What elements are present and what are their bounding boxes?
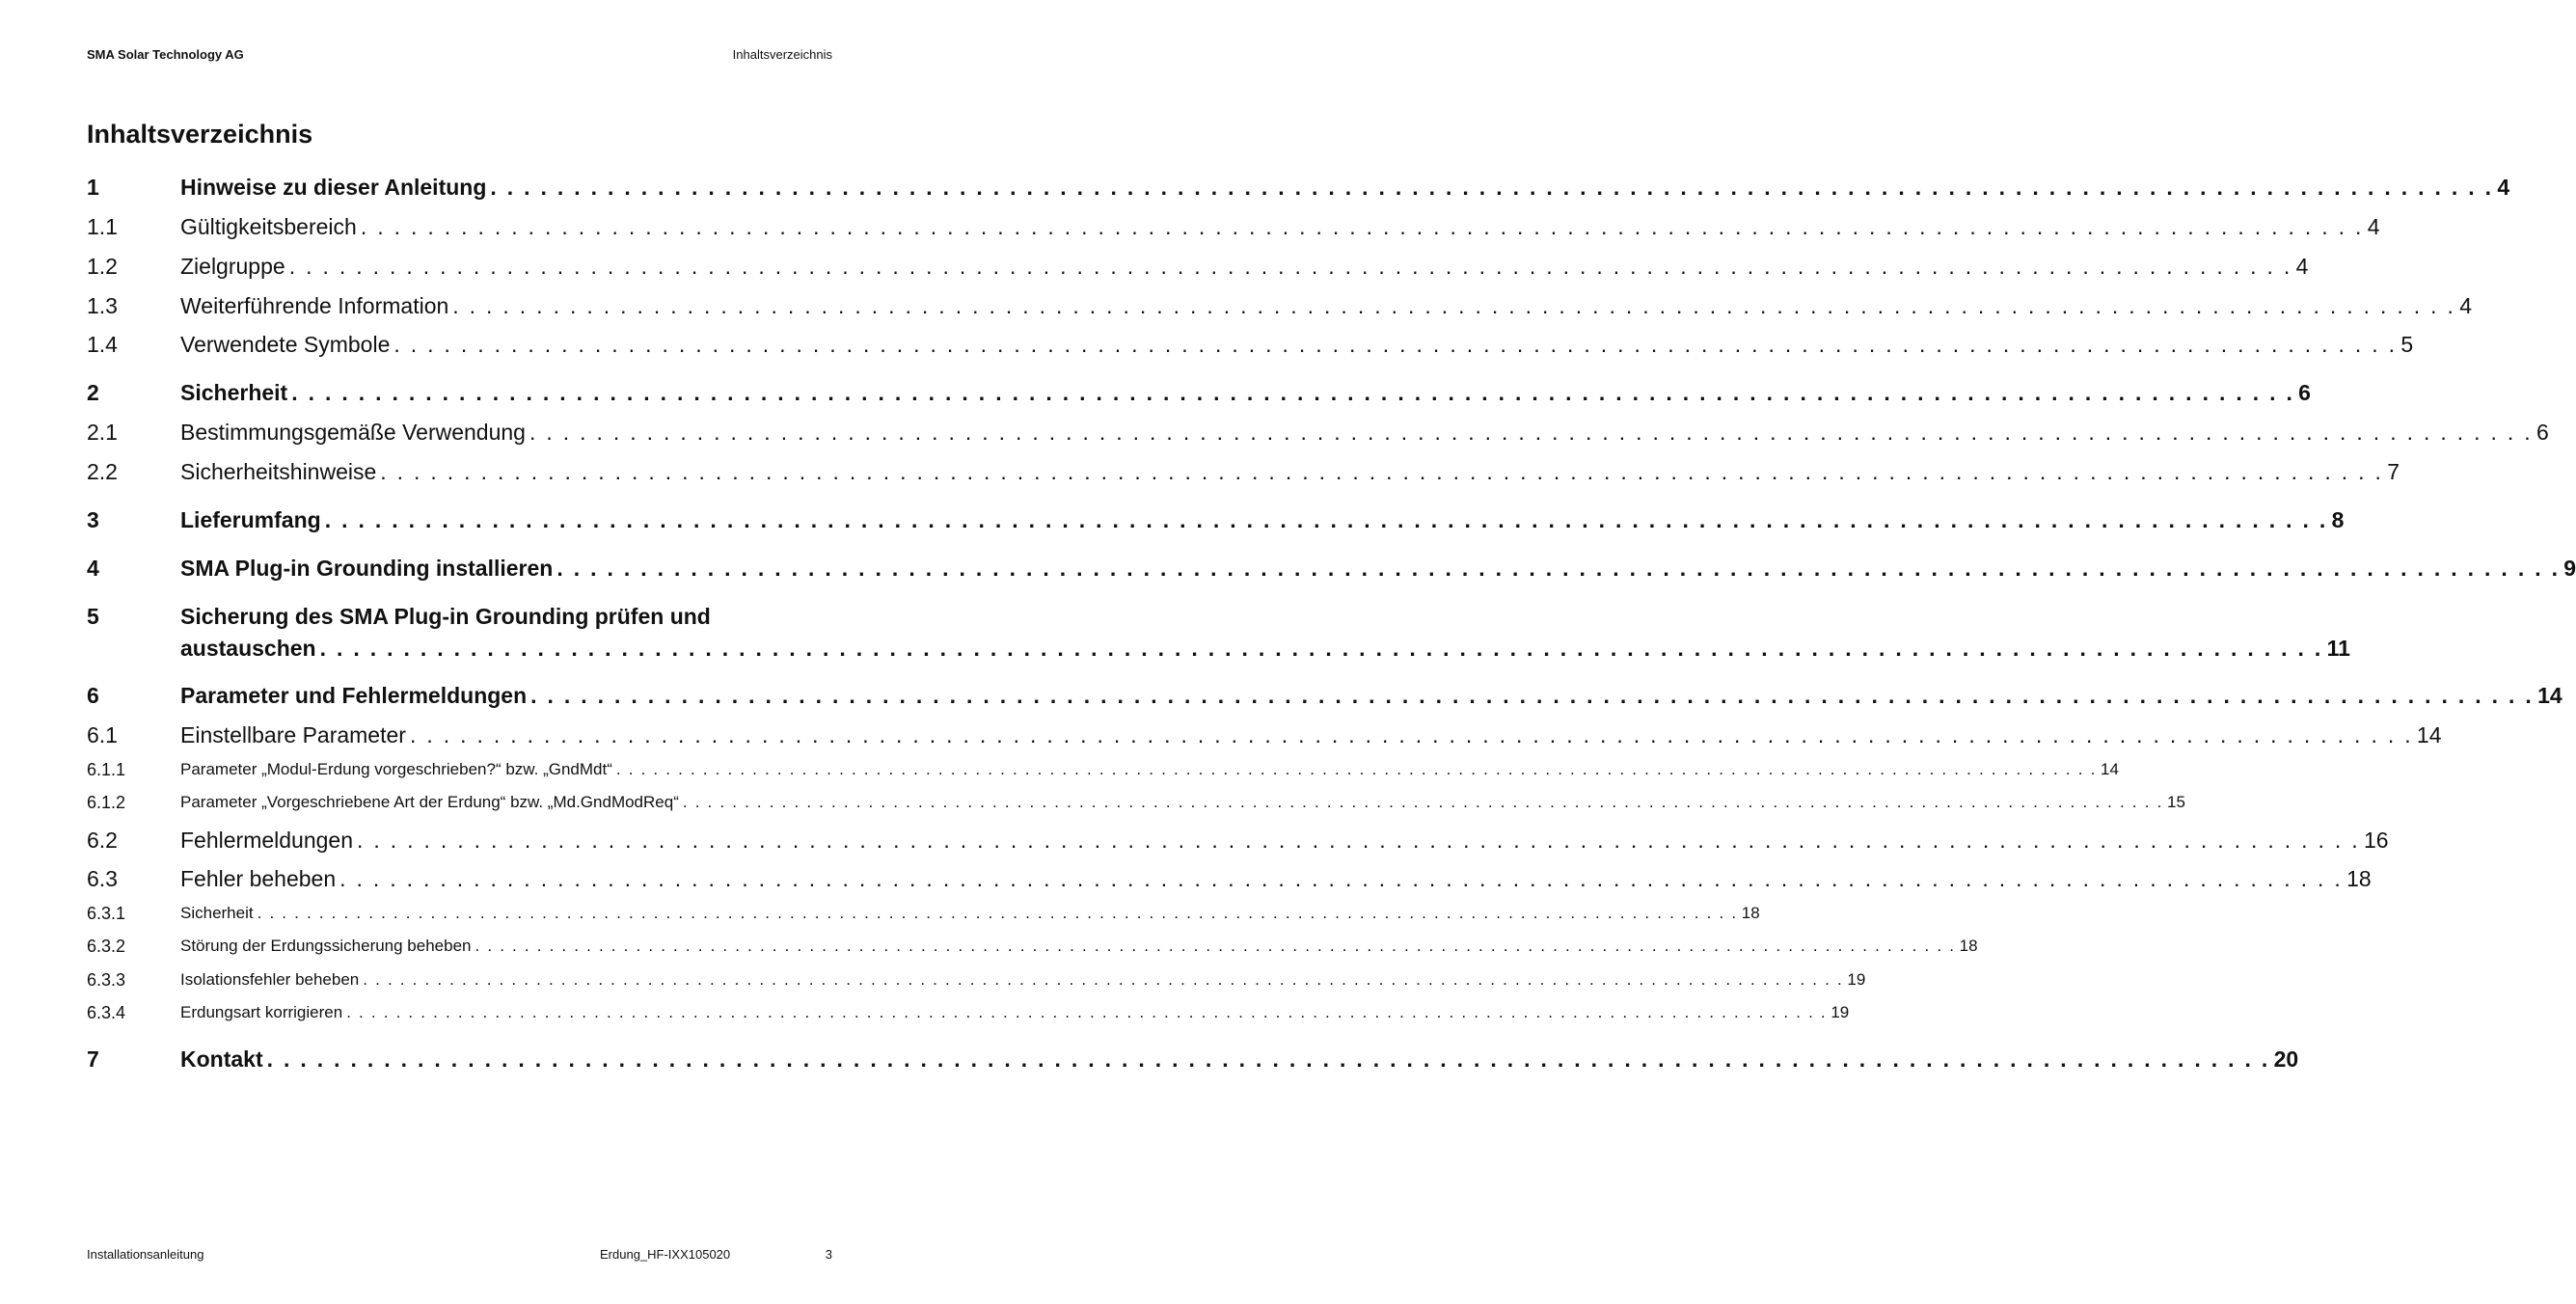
- toc-title: Parameter „Modul-Erdung vorgeschrieben?“ bzw. „GndMdt“: [180, 760, 612, 778]
- toc-title: Verwendete Symbole: [180, 332, 391, 357]
- toc-title: Sicherung des SMA Plug-in Grounding prüfen und: [180, 604, 711, 629]
- toc-title: SMA Plug-in Grounding installieren: [180, 556, 554, 581]
- toc-page-number: 11: [2326, 636, 2350, 661]
- toc-number: 6.1.2: [87, 793, 126, 812]
- toc-number: 3: [87, 507, 99, 532]
- toc-page-number: 18: [2346, 866, 2372, 891]
- toc-page-number: 19: [1847, 970, 1866, 989]
- toc-page-number: 20: [2273, 1046, 2299, 1072]
- toc-leader-dots: . . . . . . . . . . . . . . . . . . . . . . . . . . . . . . . . . . . . . . . . . . . . . . . . . . . . . . . . . . . . . . . . . . . . . . . . . . . . . . . . . . . . . . . . . . . . . . . . . . . . . . . . . . . . . . . . . . . . . . . .: [556, 556, 2561, 581]
- toc-number: 6.3.4: [87, 1003, 126, 1022]
- toc-page-number: 4: [2459, 293, 2473, 318]
- toc-title: Hinweise zu dieser Anleitung: [180, 175, 487, 200]
- toc-title: Lieferumfang: [180, 507, 321, 532]
- toc-leader-dots: . . . . . . . . . . . . . . . . . . . . . . . . . . . . . . . . . . . . . . . . . . . . . . . . . . . . . . . . . . . . . . . . . . . . . . . . . . . . . . . . . . . . . . . . . . . . . . . . . . . . . . . . . . . . . . . . . . . . . . . .: [452, 293, 2456, 318]
- toc-number: 6.3.2: [87, 937, 126, 956]
- toc-page-number: 4: [2497, 175, 2510, 200]
- toc-page-number: 4: [2367, 214, 2380, 239]
- toc-leader-dots: . . . . . . . . . . . . . . . . . . . . . . . . . . . . . . . . . . . . . . . . . . . . . . . . . . . . . . . . . . . . . . . . . . . . . . . . . . . . . . . . . . . . . . . . . . . . . . . . . . . . . . . . . . . . . . . . . . . . . . . .: [360, 214, 2364, 239]
- toc-page-number: 9: [2563, 556, 2576, 581]
- toc-page-number: 16: [2363, 828, 2389, 853]
- toc-page-number: 8: [2331, 507, 2345, 532]
- toc-leader-dots: . . . . . . . . . . . . . . . . . . . . . . . . . . . . . . . . . . . . . . . . . . . . . . . . . . . . . . . . . . . . . . . . . . . . . . . . . . . . . . . . . . . . . . . . . . . . . . . . . . . . . . . . . . . . . . . . . . . . . . . .: [409, 722, 2413, 747]
- toc-leader-dots: . . . . . . . . . . . . . . . . . . . . . . . . . . . . . . . . . . . . . . . . . . . . . . . . . . . . . . . . . . . . . . . . . . . . . . . . . . . . . . . . . . . . . . . . . . . . . . . . . . . . . . . . . . . . . . . . . . . . . . . .: [475, 937, 1956, 955]
- toc-number: 7: [87, 1046, 99, 1072]
- toc-title: Sicherheit: [180, 380, 288, 405]
- footer-page-number: 3: [825, 1247, 832, 1262]
- toc-title: Parameter und Fehlermeldungen: [180, 683, 528, 708]
- toc-number: 1.2: [87, 254, 118, 279]
- header-company: SMA Solar Technology AG: [87, 47, 244, 62]
- toc-number: 1.3: [87, 293, 118, 318]
- toc-leader-dots: . . . . . . . . . . . . . . . . . . . . . . . . . . . . . . . . . . . . . . . . . . . . . . . . . . . . . . . . . . . . . . . . . . . . . . . . . . . . . . . . . . . . . . . . . . . . . . . . . . . . . . . . . . . . . . . . . . . . . . . .: [288, 254, 2292, 279]
- toc-leader-dots: . . . . . . . . . . . . . . . . . . . . . . . . . . . . . . . . . . . . . . . . . . . . . . . . . . . . . . . . . . . . . . . . . . . . . . . . . . . . . . . . . . . . . . . . . . . . . . . . . . . . . . . . . . . . . . . . . . . . . . . .: [266, 1046, 2270, 1072]
- toc-leader-dots: . . . . . . . . . . . . . . . . . . . . . . . . . . . . . . . . . . . . . . . . . . . . . . . . . . . . . . . . . . . . . . . . . . . . . . . . . . . . . . . . . . . . . . . . . . . . . . . . . . . . . . . . . . . . . . . . . . . . . . . .: [324, 507, 2328, 532]
- toc-page-number: 5: [2400, 332, 2414, 357]
- toc-number: 6.1: [87, 722, 118, 747]
- toc-number: 6.3.1: [87, 904, 126, 923]
- toc-page-number: 6: [2298, 380, 2311, 405]
- toc-title: Isolationsfehler beheben: [180, 970, 360, 989]
- toc-title: Kontakt: [180, 1046, 263, 1072]
- toc-leader-dots: . . . . . . . . . . . . . . . . . . . . . . . . . . . . . . . . . . . . . . . . . . . . . . . . . . . . . . . . . . . . . . . . . . . . . . . . . . . . . . . . . . . . . . . . . . . . . . . . . . . . . . . . . . . . . . . . . . . . . . . .: [682, 793, 2163, 811]
- toc-number: 6: [87, 683, 99, 708]
- toc-number: 5: [87, 604, 99, 629]
- toc-leader-dots: . . . . . . . . . . . . . . . . . . . . . . . . . . . . . . . . . . . . . . . . . . . . . . . . . . . . . . . . . . . . . . . . . . . . . . . . . . . . . . . . . . . . . . . . . . . . . . . . . . . . . . . . . . . . . . . . . . . . . . . .: [339, 866, 2344, 891]
- toc-title: Sicherheit: [180, 904, 254, 922]
- toc-page-number: 7: [2387, 459, 2400, 484]
- footer-doc-type: Installationsanleitung: [87, 1247, 204, 1262]
- header-section: Inhaltsverzeichnis: [732, 47, 832, 62]
- toc-leader-dots: . . . . . . . . . . . . . . . . . . . . . . . . . . . . . . . . . . . . . . . . . . . . . . . . . . . . . . . . . . . . . . . . . . . . . . . . . . . . . . . . . . . . . . . . . . . . . . . . . . . . . . . . . . . . . . . . . . . . . . . .: [490, 175, 2494, 200]
- toc-title: Weiterführende Information: [180, 293, 449, 318]
- toc-leader-dots: . . . . . . . . . . . . . . . . . . . . . . . . . . . . . . . . . . . . . . . . . . . . . . . . . . . . . . . . . . . . . . . . . . . . . . . . . . . . . . . . . . . . . . . . . . . . . . . . . . . . . . . . . . . . . . . . . . . . . . . .: [380, 459, 2384, 484]
- toc-page-number: 15: [2167, 793, 2185, 811]
- page-title: Inhaltsverzeichnis: [87, 120, 313, 149]
- toc-leader-dots: . . . . . . . . . . . . . . . . . . . . . . . . . . . . . . . . . . . . . . . . . . . . . . . . . . . . . . . . . . . . . . . . . . . . . . . . . . . . . . . . . . . . . . . . . . . . . . . . . . . . . . . . . . . . . . . . . . . . . . . .: [393, 332, 2398, 357]
- toc-number: 1: [87, 175, 99, 200]
- toc-leader-dots: . . . . . . . . . . . . . . . . . . . . . . . . . . . . . . . . . . . . . . . . . . . . . . . . . . . . . . . . . . . . . . . . . . . . . . . . . . . . . . . . . . . . . . . . . . . . . . . . . . . . . . . . . . . . . . . . . . . . . . . .: [346, 1003, 1828, 1021]
- toc-number: 2.1: [87, 420, 118, 445]
- toc-page-number: 14: [2537, 683, 2562, 708]
- toc-page-number: 18: [1741, 904, 1760, 922]
- toc-title: Erdungsart korrigieren: [180, 1003, 343, 1021]
- toc-title: Gültigkeitsbereich: [180, 214, 357, 239]
- toc-leader-dots: . . . . . . . . . . . . . . . . . . . . . . . . . . . . . . . . . . . . . . . . . . . . . . . . . . . . . . . . . . . . . . . . . . . . . . . . . . . . . . . . . . . . . . . . . . . . . . . . . . . . . . . . . . . . . . . . . . . . . . . .: [257, 904, 1738, 922]
- toc-page-number: 14: [2101, 760, 2119, 778]
- toc-title: Störung der Erdungssicherung beheben: [180, 937, 472, 955]
- toc-page-number: 18: [1959, 937, 1978, 955]
- toc-number: 6.2: [87, 828, 118, 853]
- toc-page-number: 19: [1830, 1003, 1850, 1021]
- toc-leader-dots: . . . . . . . . . . . . . . . . . . . . . . . . . . . . . . . . . . . . . . . . . . . . . . . . . . . . . . . . . . . . . . . . . . . . . . . . . . . . . . . . . . . . . . . . . . . . . . . . . . . . . . . . . . . . . . . . . . . . . . . .: [529, 420, 2533, 445]
- toc-page-number: 6: [2535, 420, 2549, 445]
- toc-title: Bestimmungsgemäße Verwendung: [180, 420, 526, 445]
- toc-leader-dots: . . . . . . . . . . . . . . . . . . . . . . . . . . . . . . . . . . . . . . . . . . . . . . . . . . . . . . . . . . . . . . . . . . . . . . . . . . . . . . . . . . . . . . . . . . . . . . . . . . . . . . . . . . . . . . . . . . . . . . . .: [615, 760, 2098, 778]
- toc-page-number: 14: [2416, 722, 2442, 747]
- toc-number: 1.4: [87, 332, 118, 357]
- toc-title: Zielgruppe: [180, 254, 285, 279]
- toc-number: 1.1: [87, 214, 118, 239]
- toc-number: 6.1.1: [87, 760, 126, 779]
- toc-number: 6.3: [87, 866, 118, 891]
- toc-leader-dots: . . . . . . . . . . . . . . . . . . . . . . . . . . . . . . . . . . . . . . . . . . . . . . . . . . . . . . . . . . . . . . . . . . . . . . . . . . . . . . . . . . . . . . . . . . . . . . . . . . . . . . . . . . . . . . . . . . . . . . . .: [357, 828, 2360, 853]
- toc-number: 2: [87, 380, 99, 405]
- toc-page-number: 4: [2295, 254, 2309, 279]
- toc-title: Fehler beheben: [180, 866, 337, 891]
- toc-title: Fehlermeldungen: [180, 828, 354, 853]
- toc-title: Einstellbare Parameter: [180, 722, 406, 747]
- toc-leader-dots: . . . . . . . . . . . . . . . . . . . . . . . . . . . . . . . . . . . . . . . . . . . . . . . . . . . . . . . . . . . . . . . . . . . . . . . . . . . . . . . . . . . . . . . . . . . . . . . . . . . . . . . . . . . . . . . . . . . . . . . .: [291, 380, 2295, 405]
- toc-leader-dots: . . . . . . . . . . . . . . . . . . . . . . . . . . . . . . . . . . . . . . . . . . . . . . . . . . . . . . . . . . . . . . . . . . . . . . . . . . . . . . . . . . . . . . . . . . . . . . . . . . . . . . . . . . . . . . . . . . . . . . . .: [319, 636, 2323, 661]
- toc-number: 2.2: [87, 459, 118, 484]
- toc-title: Parameter „Vorgeschriebene Art der Erdung“ bzw. „Md.GndModReq“: [180, 793, 679, 811]
- toc-title: Sicherheitshinweise: [180, 459, 377, 484]
- toc-title: austauschen: [180, 636, 316, 661]
- toc-leader-dots: . . . . . . . . . . . . . . . . . . . . . . . . . . . . . . . . . . . . . . . . . . . . . . . . . . . . . . . . . . . . . . . . . . . . . . . . . . . . . . . . . . . . . . . . . . . . . . . . . . . . . . . . . . . . . . . . . . . . . . . .: [530, 683, 2535, 708]
- toc-number: 6.3.3: [87, 970, 126, 990]
- footer-doc-id: Erdung_HF-IXX105020: [600, 1247, 731, 1262]
- toc-leader-dots: . . . . . . . . . . . . . . . . . . . . . . . . . . . . . . . . . . . . . . . . . . . . . . . . . . . . . . . . . . . . . . . . . . . . . . . . . . . . . . . . . . . . . . . . . . . . . . . . . . . . . . . . . . . . . . . . . . . . . . . .: [363, 970, 1844, 989]
- toc-number: 4: [87, 556, 99, 581]
